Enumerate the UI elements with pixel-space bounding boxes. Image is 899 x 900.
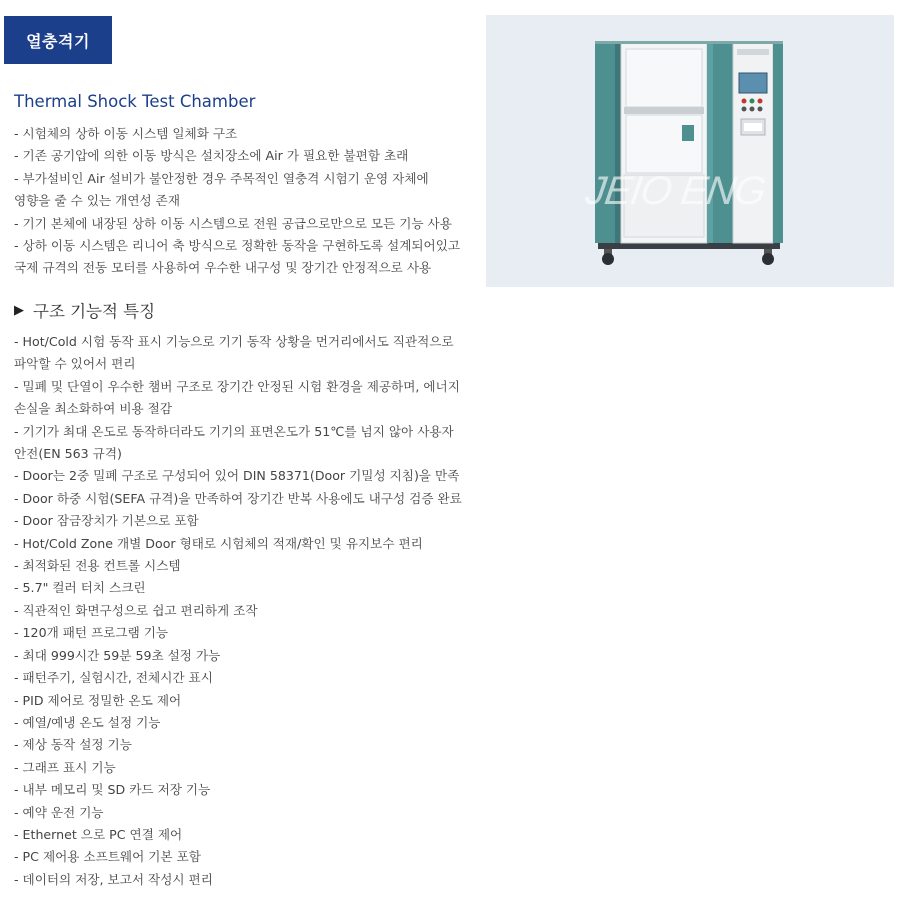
list-item: - Hot/Cold Zone 개별 Door 형태로 시험체의 적재/확인 및 유지보수 편리 xyxy=(14,535,423,551)
list-item: - PID 제어로 정밀한 온도 제어 xyxy=(14,692,182,708)
category-tag: 열충격기 xyxy=(4,16,112,64)
list-item: - Ethernet 으로 PC 연결 제어 xyxy=(14,826,183,842)
list-item: - 상하 이동 시스템은 리니어 축 방식으로 정확한 동작을 구현하도록 설계되어있고 xyxy=(14,238,461,254)
list-item: - 예약 운전 기능 xyxy=(14,804,104,820)
section-heading xyxy=(14,298,155,322)
section-heading-text: 구조 기능적 특징 xyxy=(33,302,156,321)
list-item: - Door는 2중 밀폐 구조로 구성되어 있어 DIN 58371(Door 기밀성 지침)을 만족 xyxy=(14,468,460,484)
list-item: - Door 잠금장치가 기본으로 포함 xyxy=(14,513,199,529)
upper-door xyxy=(626,49,702,107)
list-item: 국제 규격의 전동 모터를 사용하여 우수한 내구성 및 장기간 안정적으로 사용 xyxy=(14,260,432,276)
list-item: - 최적화된 전용 컨트롤 시스템 xyxy=(14,558,181,574)
feature-list xyxy=(14,331,484,891)
lower-door xyxy=(626,115,702,173)
caster-wheel xyxy=(602,253,614,265)
list-item: - 직관적인 화면구성으로 쉽고 편리하게 조작 xyxy=(14,602,258,618)
list-item: 안전(EN 563 규격) xyxy=(14,446,122,462)
list-item: - 5.7" 컬러 터치 스크린 xyxy=(14,580,146,596)
list-item: 영향을 줄 수 있는 개연성 존재 xyxy=(14,193,181,209)
list-item: - PC 제어용 소프트웨어 기본 포함 xyxy=(14,849,201,865)
door-handle xyxy=(682,125,694,141)
chamber-illustration xyxy=(486,15,894,287)
list-item: - Door 하중 시험(SEFA 규격)을 만족하여 장기간 반복 사용에도 내구성 검증 완료 xyxy=(14,490,462,506)
list-item: - 밀폐 및 단열이 우수한 챔버 구조로 장기간 안정된 시험 환경을 제공하며, 에너지 xyxy=(14,378,460,394)
brand-watermark: JEIO ENG xyxy=(582,169,768,213)
intro-list xyxy=(14,123,484,280)
list-item: 손실을 최소화하여 비용 절감 xyxy=(14,401,172,417)
list-item: - 기기 본체에 내장된 상하 이동 시스템으로 전원 공급으로만으로 모든 기능 사용 xyxy=(14,215,452,231)
list-item: - 기기가 최대 온도로 동작하더라도 기기의 표면온도가 51℃를 넘지 않아 사용자 xyxy=(14,423,454,439)
list-item: - 120개 패턴 프로그램 기능 xyxy=(14,625,169,641)
touch-screen xyxy=(739,73,767,93)
list-item: - 패턴주기, 실험시간, 전체시간 표시 xyxy=(14,670,213,686)
list-item: - 부가설비인 Air 설비가 불안정한 경우 주목적인 열충격 시험기 운영 자체에 xyxy=(14,170,429,186)
list-item: 파악할 수 있어서 편리 xyxy=(14,356,136,372)
triangle-right-icon: ▶ xyxy=(14,302,24,318)
product-photo xyxy=(486,15,894,287)
list-item: - 시험체의 상하 이동 시스템 일체화 구조 xyxy=(14,126,238,141)
list-item: - 최대 999시간 59분 59초 설정 가능 xyxy=(14,647,221,663)
list-item: - 데이터의 저장, 보고서 작성시 편리 xyxy=(14,871,213,887)
list-item: - 제상 동작 설정 기능 xyxy=(14,737,132,753)
caster-wheel xyxy=(762,253,774,265)
list-item: - 기존 공기압에 의한 이동 방식은 설치장소에 Air 가 필요한 불편함 초래 xyxy=(14,148,409,164)
list-item: - 그래프 표시 기능 xyxy=(14,759,116,775)
list-item: - 예열/예냉 온도 설정 기능 xyxy=(14,714,161,730)
list-item: - 내부 메모리 및 SD 카드 저장 기능 xyxy=(14,782,211,798)
list-item: - Hot/Cold 시험 동작 표시 기능으로 기기 동작 상황을 먼거리에서도 직관적으로 xyxy=(14,334,454,349)
product-title: Thermal Shock Test Chamber xyxy=(14,92,256,111)
